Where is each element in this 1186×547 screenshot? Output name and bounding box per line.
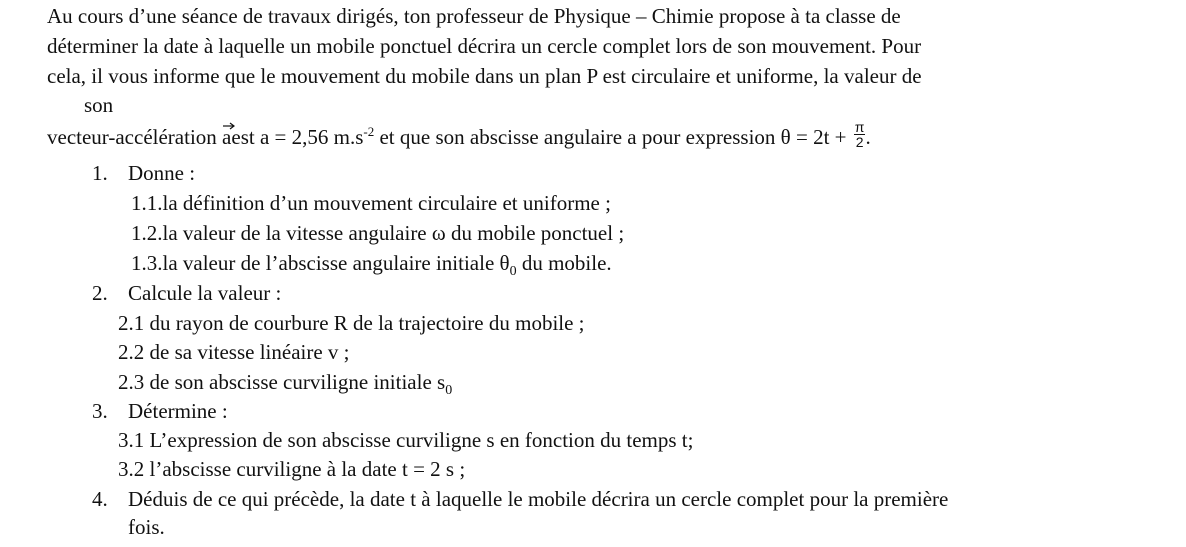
question-2-title: Calcule la valeur : [128, 281, 282, 305]
question-2-3 [118, 369, 453, 399]
theta-zero-subscript: 0 [509, 264, 517, 280]
intro-line-5-expr: et que son abscisse angulaire a pour expression θ = 2t + [374, 125, 852, 149]
fraction-denominator: 2 [855, 133, 864, 150]
question-1-number: 1. [92, 161, 108, 185]
s-zero-subscript: 0 [445, 383, 453, 399]
question-3-2: 3.2 l’abscisse curviligne à la date t = 2 s ; [118, 457, 466, 481]
question-3-1: 3.1 L’expression de son abscisse curviligne s en fonction du temps t; [118, 428, 694, 452]
vector-arrow-icon [223, 122, 231, 132]
question-2-2: 2.2 de sa vitesse linéaire v ; [118, 340, 350, 364]
question-4-title: Déduis de ce qui précède, la date t à laquelle le mobile décrira un cercle complet pour la première [128, 487, 949, 511]
question-1-2: 1.2.la valeur de la vitesse angulaire ω du mobile ponctuel ; [131, 221, 625, 245]
intro-line-5-mid: est a = 2,56 m.s [231, 125, 364, 149]
intro-line-5-start: vecteur-accélération [47, 125, 223, 149]
question-4-continuation: fois. [128, 515, 165, 539]
intro-line-2: déterminer la date à laquelle un mobile ponctuel décrira un cercle complet lors de son mouvement. Pour [47, 34, 922, 58]
acceleration-vector [222, 124, 231, 150]
question-1-title: Donne : [128, 161, 196, 185]
intro-line-5-end: . [865, 125, 871, 149]
intro-line-3: cela, il vous informe que le mouvement du mobile dans un plan P est circulaire et uniforme, la valeur de [47, 64, 922, 88]
question-2-1: 2.1 du rayon de courbure R de la trajectoire du mobile ; [118, 311, 585, 335]
question-4-number: 4. [92, 487, 108, 511]
pi-over-two-fraction [854, 120, 866, 149]
fraction-numerator: π [854, 118, 865, 135]
question-1 [92, 160, 195, 186]
question-3-number: 3. [92, 399, 108, 423]
question-2 [92, 280, 281, 306]
question-1-3 [131, 250, 612, 280]
question-3 [92, 398, 228, 424]
question-4 [92, 486, 948, 512]
question-2-number: 2. [92, 281, 108, 305]
question-2-3-text: 2.3 de son abscisse curviligne initiale s [118, 370, 446, 394]
question-3-title: Détermine : [128, 399, 228, 423]
intro-line-5 [47, 118, 871, 154]
vector-symbol: a [222, 125, 232, 149]
question-1-3-end: du mobile. [516, 251, 612, 275]
unit-exponent: -2 [363, 124, 375, 139]
intro-line-1: Au cours d’une séance de travaux dirigés, ton professeur de Physique – Chimie propose à ta classe de [47, 4, 901, 28]
intro-line-4: son [84, 93, 114, 117]
question-1-1: 1.1.la définition d’un mouvement circulaire et uniforme ; [131, 191, 611, 215]
question-1-3-text: 1.3.la valeur de l’abscisse angulaire initiale θ [131, 251, 510, 275]
